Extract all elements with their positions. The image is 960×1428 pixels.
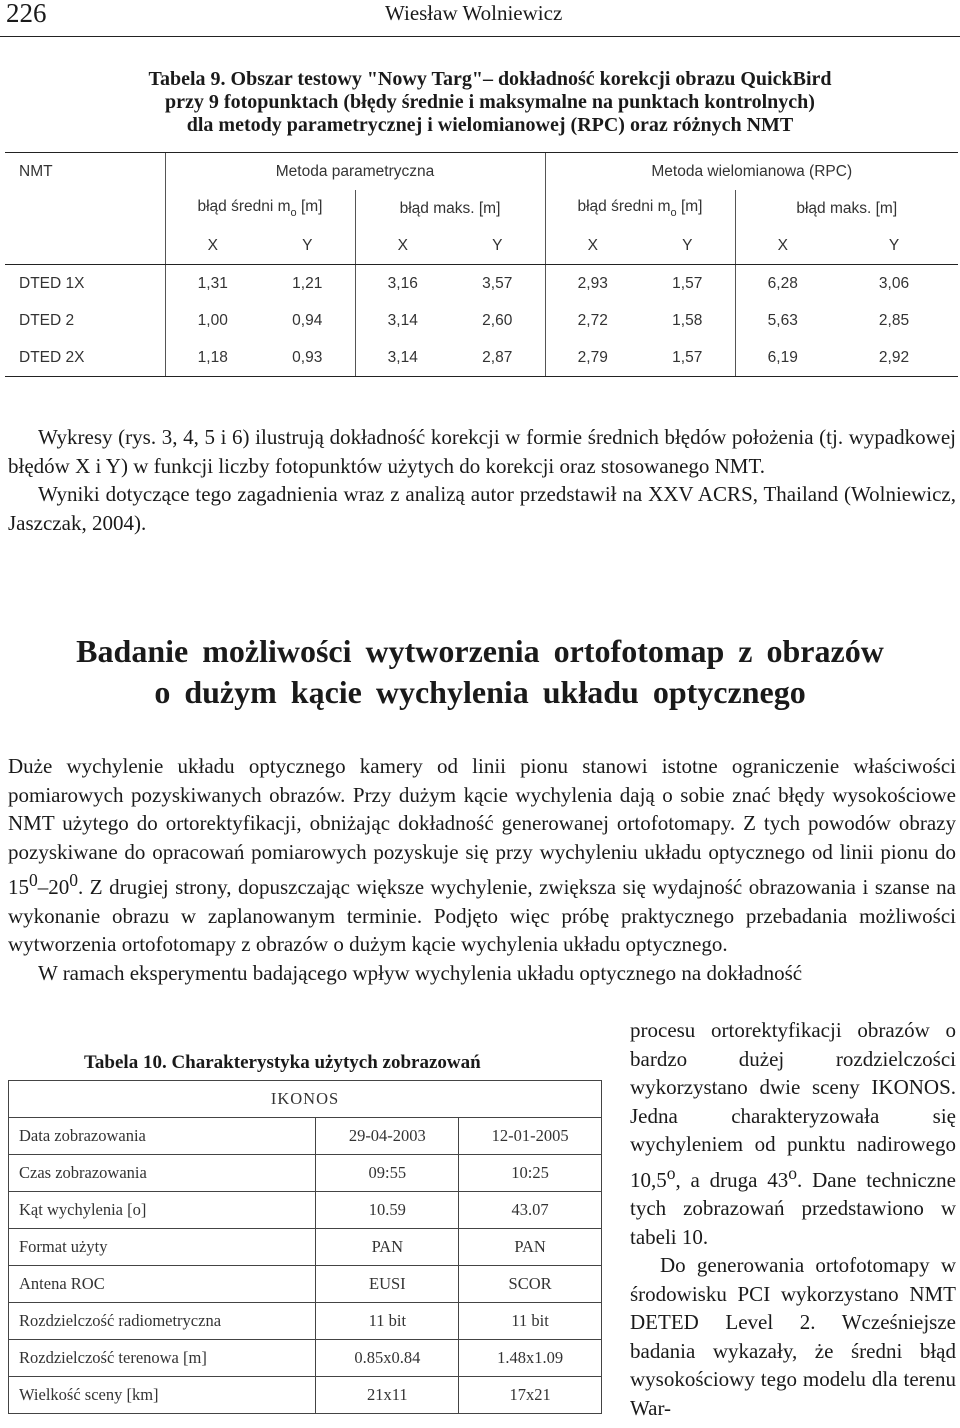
- table10-caption: Tabela 10. Charakterystyka użytych zobrazowań: [84, 1052, 481, 1073]
- table10-cell: 21x11: [316, 1377, 459, 1414]
- table9-cell: 2,72: [545, 302, 640, 339]
- table10-row: [9, 1229, 602, 1266]
- table9-caption: [60, 68, 920, 137]
- table9-cell: 1,18: [165, 339, 260, 377]
- axis-y-label: Y: [450, 227, 545, 265]
- table10-row: [9, 1192, 602, 1229]
- table10-row: [9, 1155, 602, 1192]
- table10-label: Kąt wychylenia [o]: [9, 1192, 316, 1229]
- table9-cell: 6,28: [735, 265, 830, 303]
- table10-cell: 09:55: [316, 1155, 459, 1192]
- paragraph: W ramach eksperymentu badającego wpływ wychylenia układu optycznego na dokładność: [38, 960, 803, 985]
- table10-header: IKONOS: [9, 1081, 602, 1118]
- table9-row-nmt: DTED 2: [19, 311, 75, 329]
- table9-cell: 1,31: [165, 265, 260, 303]
- paragraph: procesu ortorektyfikacji obrazów o bardzo dużej rozdzielczości wykorzystano dwie sceny IKONOS. Jedna charakteryzowała się wychyleniem od punktu nadirowego 10,5$^o$, a druga 43$^o$. Dane techniczne tych zobrazowań przedstawiono w tabeli 10.: [630, 1018, 956, 1249]
- table9-cell: 3,16: [355, 265, 450, 303]
- table10-cell: 29-04-2003: [316, 1118, 459, 1155]
- table9-cell: 2,79: [545, 339, 640, 377]
- table9-mean-error-header: błąd średni $m_o$ [m]: [545, 190, 735, 227]
- table9-row-nmt: DTED 1X: [19, 274, 85, 292]
- table9-cell: 3,06: [878, 274, 910, 292]
- table9-cell: 0,94: [292, 311, 323, 329]
- table9-cell: 1,00: [165, 302, 260, 339]
- table9-cell: 2,85: [878, 311, 910, 329]
- table10-cell: 11 bit: [316, 1303, 459, 1340]
- paragraph: Duże wychylenie układu optycznego kamery od linii pionu stanowi istotne ograniczenie właściwości pomiarowych pozyskiwanych obrazów. Przy dużym kącie wychylenia dają o sobie znać błędy wysokościowe NMT użytego do ortorektyfikacji, obniżając dokładność generowanej ortofotomapy. Z tych powodów obrazy pozyskiwane do opracowań pomiarowych pozyskuje się przy wychyleniu układu optycznego od linii pionu do $15^0-20^0$. Z drugiej strony, dopuszczając większe wychylenie, zwiększa się wydajność obrazowania i szanse na wykonanie obrazu w zaplanowanym terminie. Podjęto więc próbę praktycznego przebadania możliwości wytworzenia ortofotomapy z obrazów o dużym kącie wychylenia układu optycznego.: [8, 754, 956, 956]
- table10-cell: 17x21: [459, 1377, 602, 1414]
- table10-cell: PAN: [316, 1229, 459, 1266]
- table9-row: [5, 265, 958, 303]
- axis-y-label: Y: [260, 227, 355, 265]
- table9-nmt-header: NMT: [5, 153, 165, 191]
- table9: [5, 152, 958, 377]
- table10-label: Czas zobrazowania: [9, 1155, 316, 1192]
- table10-label: Data zobrazowania: [9, 1118, 316, 1155]
- table9-row-nmt: DTED 2X: [5, 339, 165, 377]
- table10-label: Antena ROC: [9, 1266, 316, 1303]
- axis-x-label: X: [545, 227, 640, 265]
- table10-cell: 10.59: [316, 1192, 459, 1229]
- table9-caption-line: dla metody parametrycznej i wielomianowej (RPC) oraz różnych NMT: [186, 114, 794, 136]
- table10-cell: 10:25: [459, 1155, 602, 1192]
- page-header: [0, 0, 960, 37]
- table9-caption-line: przy 9 fotopunktach (błędy średnie i maksymalne na punktach kontrolnych): [165, 91, 815, 113]
- table10-cell: 43.07: [459, 1192, 602, 1229]
- axis-x-label: X: [735, 227, 830, 265]
- table10-cell: PAN: [459, 1229, 602, 1266]
- table9-cell: 3,14: [355, 302, 450, 339]
- paragraph: Wykresy (rys. 3, 4, 5 i 6) ilustrują dokładność korekcji w formie średnich błędów położenia (tj. wypadkowej błędów X i Y) w funkcji liczby fotopunktów użytych do korekcji oraz stosowanego NMT.: [8, 425, 956, 478]
- table10: [8, 1080, 602, 1414]
- paragraph: Do generowania ortofotomapy w środowisku PCI wykorzystano NMT DETED Level 2. Wcześniejsze badania wykazały, że średni błąd wysokościowy tego modelu dla terenu War-: [630, 1253, 956, 1420]
- table9-cell: 0,93: [260, 339, 355, 377]
- table10-cell: 0.85x0.84: [316, 1340, 459, 1377]
- table10-cell: EUSI: [316, 1266, 459, 1303]
- table10-label: Rozdzielczość radiometryczna: [9, 1303, 316, 1340]
- table9-cell: 6,19: [735, 339, 830, 377]
- section-heading-line: o dużym kącie wychylenia układu optycznego: [154, 674, 806, 710]
- table9-method-rpc: Metoda wielomianowa (RPC): [545, 153, 958, 191]
- table9-max-error-header: błąd maks. [m]: [355, 190, 545, 227]
- table10-label: Format użyty: [9, 1229, 316, 1266]
- axis-x-label: X: [355, 227, 450, 265]
- table10-cell: 12-01-2005: [459, 1118, 602, 1155]
- table9-cell: 2,92: [830, 339, 958, 377]
- axis-y-label: Y: [830, 227, 958, 265]
- running-head-author: Wiesław Wolniewicz: [385, 1, 563, 25]
- table10-row: [9, 1340, 602, 1377]
- table9-cell: 2,60: [482, 311, 513, 329]
- axis-y-label: Y: [640, 227, 735, 265]
- paragraph: Wyniki dotyczące tego zagadnienia wraz z analizą autor przedstawił na XXV ACRS, Thailand (Wolniewicz, Jaszczak, 2004).: [8, 482, 956, 535]
- table10-cell: SCOR: [459, 1266, 602, 1303]
- table10-row: [9, 1118, 602, 1155]
- table10-cell: 1.48x1.09: [459, 1340, 602, 1377]
- table9-caption-line: Tabela 9. Obszar testowy "Nowy Targ"– dokładność korekcji obrazu QuickBird: [148, 68, 832, 90]
- table10-row: [9, 1266, 602, 1303]
- table9-cell: 1,57: [640, 339, 735, 377]
- axis-x-label: X: [165, 227, 260, 265]
- table10-cell: 11 bit: [459, 1303, 602, 1340]
- table10-row: [9, 1303, 602, 1340]
- table9-cell: 2,93: [545, 265, 640, 303]
- right-column-text: [630, 1016, 956, 1422]
- table10-label: Wielkość sceny [km]: [9, 1377, 316, 1414]
- table9-cell: 1,58: [672, 311, 703, 329]
- table9-row: [5, 339, 958, 377]
- section-heading-line: Badanie możliwości wytworzenia ortofotomap z obrazów: [76, 633, 884, 669]
- table9-cell: 3,14: [355, 339, 450, 377]
- page-number: 226: [6, 0, 47, 28]
- section-heading: [0, 631, 960, 713]
- figures-paragraph: [8, 423, 956, 537]
- table9-row: [5, 302, 958, 339]
- table9-cell: 1,21: [292, 274, 323, 292]
- table9-cell: 5,63: [735, 302, 830, 339]
- table9-cell: 1,57: [672, 274, 703, 292]
- table9-mean-error-header: błąd średni $m_o$ [m]: [165, 190, 355, 227]
- table9-method-param: Metoda parametryczna: [165, 153, 545, 191]
- table9-cell: 3,57: [482, 274, 513, 292]
- table9-max-error-header: błąd maks. [m]: [735, 190, 958, 227]
- body-text: [8, 752, 956, 987]
- table10-row: [9, 1377, 602, 1414]
- table9-cell: 2,87: [450, 339, 545, 377]
- table10-label: Rozdzielczość terenowa [m]: [9, 1340, 316, 1377]
